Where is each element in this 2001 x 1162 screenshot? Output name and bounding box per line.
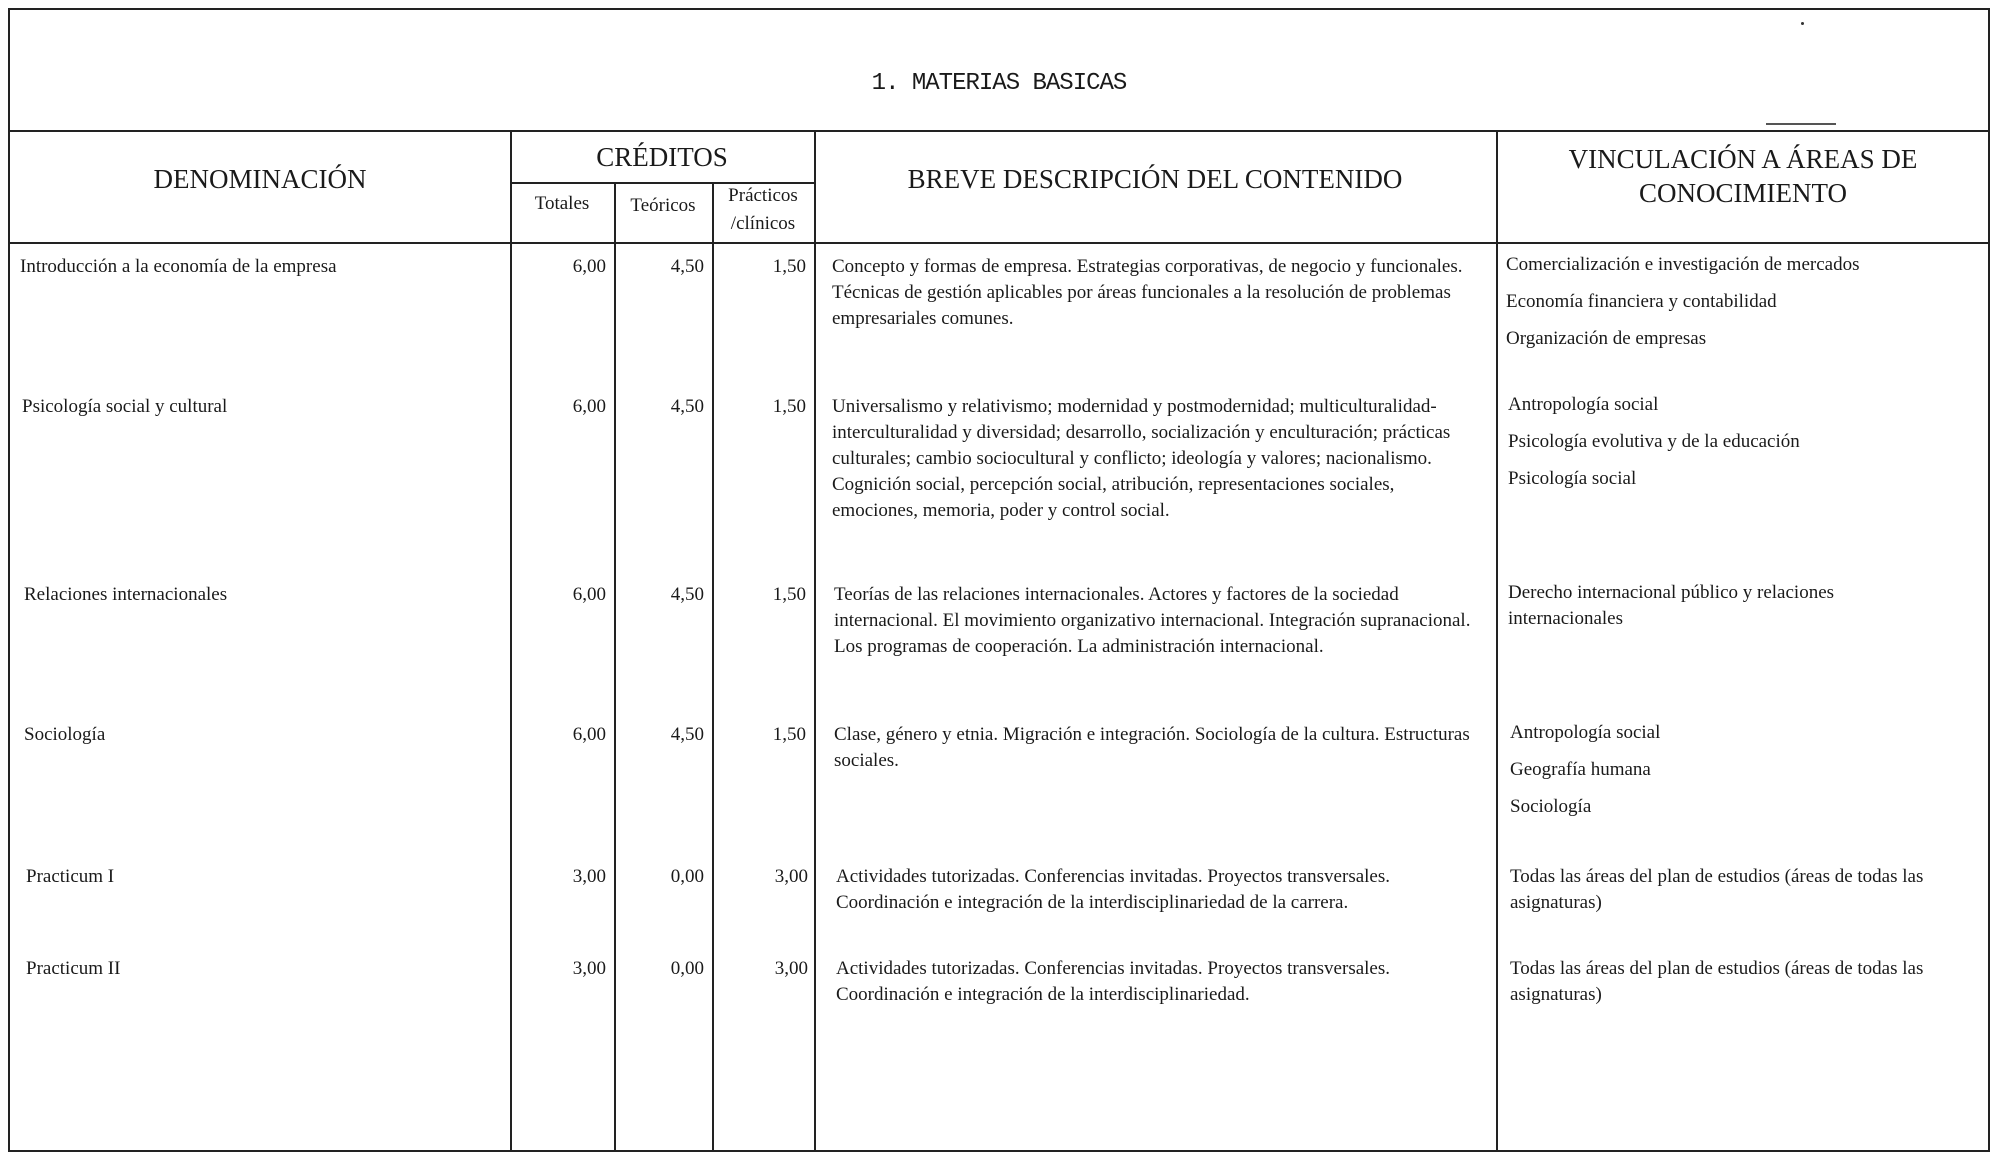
area-item: Economía financiera y contabilidad <box>1506 291 1777 312</box>
header-totales: Totales <box>534 193 590 214</box>
row-practicos: 3,00 <box>774 866 808 887</box>
column-divider <box>814 130 816 1152</box>
row-practicos: 1,50 <box>772 256 806 277</box>
area-item: Sociología <box>1510 796 1592 817</box>
row-areas <box>1508 392 1988 503</box>
area-item: Todas las áreas del plan de estudios (áreas de todas las asignaturas) <box>1510 866 1924 913</box>
column-divider <box>510 130 512 1152</box>
row-name: Relaciones internacionales <box>24 584 228 605</box>
header-practicos-line2: /clínicos <box>730 213 796 234</box>
decorative-dot <box>1801 22 1804 25</box>
row-totales: 3,00 <box>572 866 606 887</box>
header-vinculacion-line1: VINCULACIÓN A ÁREAS DE <box>1568 144 1918 174</box>
row-areas <box>1510 864 1988 927</box>
row-areas <box>1508 580 1948 643</box>
row-description: Actividades tutorizadas. Conferencias invitadas. Proyectos transversales. Coordinación e integración de la interdisciplinariedad de la carrera. <box>836 866 1390 913</box>
row-teoricos: 0,00 <box>670 958 704 979</box>
row-areas <box>1506 252 1986 363</box>
header-teoricos: Teóricos <box>630 195 696 216</box>
area-item: Antropología social <box>1508 394 1659 415</box>
row-teoricos: 4,50 <box>670 396 704 417</box>
row-practicos: 1,50 <box>772 724 806 745</box>
area-item: Comercialización e investigación de mercados <box>1506 254 1860 275</box>
header-creditos: CRÉDITOS <box>596 142 728 172</box>
row-name: Practicum I <box>26 866 115 887</box>
row-totales: 6,00 <box>572 584 606 605</box>
row-teoricos: 0,00 <box>670 866 704 887</box>
row-teoricos: 4,50 <box>670 724 704 745</box>
row-areas <box>1510 956 1988 1019</box>
row-areas <box>1510 720 1990 831</box>
decorative-line <box>1766 123 1836 125</box>
area-item: Todas las áreas del plan de estudios (áreas de todas las asignaturas) <box>1510 958 1924 1005</box>
area-item: Antropología social <box>1510 722 1661 743</box>
row-totales: 6,00 <box>572 256 606 277</box>
row-practicos: 1,50 <box>772 396 806 417</box>
column-divider <box>614 182 616 1152</box>
row-name: Introducción a la economía de la empresa <box>20 256 337 277</box>
row-name: Psicología social y cultural <box>22 396 228 417</box>
row-practicos: 3,00 <box>774 958 808 979</box>
row-totales: 3,00 <box>572 958 606 979</box>
row-description: Clase, género y etnia. Migración e integración. Sociología de la cultura. Estructuras sociales. <box>834 724 1470 771</box>
row-teoricos: 4,50 <box>670 256 704 277</box>
row-description: Universalismo y relativismo; modernidad y postmodernidad; multiculturalidad-interculturalidad y diversidad; desarrollo, socialización y enculturación; prácticas culturales; cambio sociocultural y conflicto; ideología y valores; nacionalismo. Cognición social, percepción social, atribución, representaciones sociales, emociones, memoria, poder y control social. <box>832 396 1451 521</box>
page-title: 1. MATERIAS BASICAS <box>871 70 1127 97</box>
row-totales: 6,00 <box>572 724 606 745</box>
area-item: Geografía humana <box>1510 759 1651 780</box>
row-name: Sociología <box>24 724 106 745</box>
row-totales: 6,00 <box>572 396 606 417</box>
header-bottom-line <box>10 242 1988 244</box>
area-item: Psicología evolutiva y de la educación <box>1508 431 1800 452</box>
row-name: Practicum II <box>26 958 121 979</box>
column-divider <box>1496 130 1498 1152</box>
row-practicos: 1,50 <box>772 584 806 605</box>
header-vinculacion <box>1496 142 1990 210</box>
area-item: Psicología social <box>1508 468 1637 489</box>
row-teoricos: 4,50 <box>670 584 704 605</box>
header-practicos <box>712 182 814 238</box>
area-item: Derecho internacional público y relaciones internacionales <box>1508 582 1835 629</box>
header-denominacion: DENOMINACIÓN <box>153 164 367 194</box>
area-item: Organización de empresas <box>1506 328 1707 349</box>
header-vinculacion-line2: CONOCIMIENTO <box>1639 178 1847 208</box>
title-band <box>10 10 1988 132</box>
header-practicos-line1: Prácticos <box>728 185 798 206</box>
row-description: Concepto y formas de empresa. Estrategias corporativas, de negocio y funcionales. Técnicas de gestión aplicables por áreas funcionales a la resolución de problemas empresariales comunes. <box>832 256 1463 329</box>
header-descripcion: BREVE DESCRIPCIÓN DEL CONTENIDO <box>907 164 1403 194</box>
column-divider <box>712 182 714 1152</box>
row-description: Teorías de las relaciones internacionales. Actores y factores de la sociedad internacional. El movimiento organizativo internacional. Integración supranacional. Los programas de cooperación. La administración internacional. <box>834 584 1471 657</box>
document-sheet <box>8 8 1990 1152</box>
row-description: Actividades tutorizadas. Conferencias invitadas. Proyectos transversales. Coordinación e integración de la interdisciplinariedad. <box>836 958 1390 1005</box>
